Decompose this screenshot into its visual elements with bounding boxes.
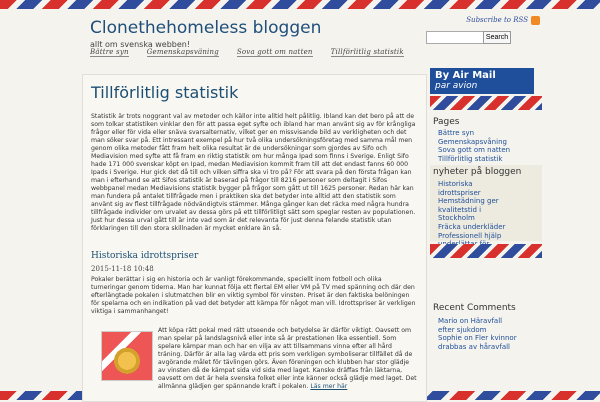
post-date: 2015-11-18 10:48 xyxy=(91,265,154,273)
read-more-link[interactable]: Läs mer här xyxy=(310,383,348,390)
recent-comment-item[interactable]: Mario on Häravfall xyxy=(438,317,503,325)
search-input[interactable] xyxy=(426,31,486,44)
recent-comment-item[interactable]: Sophie on Fler kvinnor xyxy=(438,334,517,343)
site-title[interactable]: Clonethehomeless bloggen xyxy=(90,18,322,38)
sidebar-page-item[interactable]: Gemenskapsvåning xyxy=(438,137,507,146)
sidebar-news-item[interactable]: idrottspriser xyxy=(438,188,481,197)
post-body-paragraph: Pokaler berättar i sig en historia och är vanligt förekommande, speciellt inom fotboll och olika turneringar genom tiderna. Man har kunnat följa ett flertal EM eller VM på TV med spänning och där den efterlängtade pokalen i slutmatchen blir en viktig symbol för vinsten. Priset är den faktiska belöningen för spelarna och en indikation på vad det betyder att kämpa för något man vill. Idrottspriser är verkligen viktiga i sammanhanget! xyxy=(91,276,416,315)
sidebar-page-item[interactable]: Bättre syn xyxy=(438,129,475,137)
nav-item-sova-gott[interactable]: Sova gott om natten xyxy=(236,48,313,56)
recent-comment-item[interactable]: drabbas av håravfall xyxy=(438,342,510,351)
site-tagline: allt om svenska webben! xyxy=(90,40,191,49)
air-mail-stripes-2 xyxy=(430,244,542,258)
sidebar-page-item[interactable]: Sova gott om natten xyxy=(438,146,511,155)
post-body-paragraph-2 xyxy=(158,327,418,391)
gold-medal-icon xyxy=(101,331,153,381)
recent-comments-list xyxy=(438,317,517,351)
airmail-border-top xyxy=(0,0,600,9)
nav-item-statistik[interactable]: Tillförlitlig statistik xyxy=(330,48,404,56)
recent-comment-item[interactable]: efter sjukdom xyxy=(438,325,487,334)
sidebar-news-item[interactable]: Professionell hjälp xyxy=(438,231,502,240)
sidebar-news-item[interactable]: kvalitetstid i xyxy=(438,205,482,214)
sidebar-news-item[interactable]: Historiska xyxy=(438,180,473,188)
rss-icon[interactable] xyxy=(531,16,540,25)
page-intro-text: Statistik är trots noggrant val av metoder och källor inte alltid helt pålitlig. Ibland kan det bero på att de som tolkar statistiken vinklar den för att passa eget syfte och ibland har man använt sig av för krångliga frågor eller för vida eller snäva svarsalternativ, vilket ger en missvisande bild av verkligheten och det man söker svar på. Ett intressant exempel på hur två olika undersökningsföretag med samma mål men genom olika metoder fått fram helt olika resultat är de undersökningar som gjordes av Sifo och Mediavision med syfte att få fram en riktig statistik om hur många Ipad som finns i Sverige. Enligt Sifo hade 171 000 svenskar köpt en Ipad, medan Mediavision kommit fram till att det endast fanns 60 000 Ipads i Sverige. Hur gick det då till och vilken siffra ska vi tro på? För att svara på den första frågan kan man i efterhand se att Sifos statistik är baserad på frågor till 8216 personer som deltagit i Sifos webbpanel medan Mediavisions statistik bygger på frågor som gått ut till 1625 personer. Redan här kan man fundera på antalet tillfrågade men i praktiken ska det betyder inte alltid att den statistik som använt sig av flest tillfrågade nödvändigtvis stämmer. Många gånger kan det räcka med några hundra tillfrågade individer om urvalet av dessa görs på ett tillförlitligt sätt som speglar resten av populationen. Just hur dessa urval gått till är inte vad som är det relevanta för just denna felande statistik utan förklaringen till den stora skillnaden är mycket enklare än så. xyxy=(91,113,416,232)
main-content xyxy=(82,74,427,402)
recent-comments-heading: Recent Comments xyxy=(433,303,516,313)
main-nav xyxy=(90,48,404,57)
air-mail-subtitle: par avion xyxy=(435,81,478,91)
pages-list xyxy=(438,129,510,163)
rss-link[interactable]: Subscribe to RSS xyxy=(466,16,528,24)
pages-heading: Pages xyxy=(433,117,460,127)
nav-item-battre-syn[interactable]: Bättre syn xyxy=(90,48,129,56)
air-mail-title: By Air Mail xyxy=(435,70,496,81)
sidebar-news-item[interactable]: Fräcka underkläder xyxy=(438,222,506,231)
air-mail-badge xyxy=(430,68,534,94)
news-heading: nyheter på bloggen xyxy=(433,167,522,177)
sidebar-news-item[interactable]: Hemstädning ger xyxy=(438,197,499,206)
post-body2-text: Att köpa rätt pokal med rätt utseende och betydelse är därför viktigt. Oavsett om man spelar på landslagsnivå eller inte så är prestationen lika essentiell. Som spelare kämpar man och har en vilja av att tillsammans vinna efter all hård träning. Därför är alla lag värda ett pris som verkligen symboliserar tillfället då de avgörande målet för tävlingen görs. Även föreningen och klubben har stor glädje av vinsten då de kämpat sida vid sida med laget. Kanske dräffas från läktarna, oavsett om det är hela svenska folket eller inte känner också glädje med laget. Det allmänna glädjen ger spännande kraft i pokalen. xyxy=(158,327,417,390)
page-title: Tillförlitlig statistik xyxy=(91,83,239,102)
air-mail-stripes xyxy=(430,96,542,110)
nav-item-gemenskap[interactable]: Gemenskapsväning xyxy=(146,48,219,56)
post-title[interactable]: Historiska idrottspriser xyxy=(91,251,199,261)
sidebar-page-item[interactable]: Tillförlitlig statistik xyxy=(438,154,503,163)
sidebar-news-item[interactable]: Stockholm xyxy=(438,214,475,223)
search-button[interactable]: Search xyxy=(483,31,511,44)
